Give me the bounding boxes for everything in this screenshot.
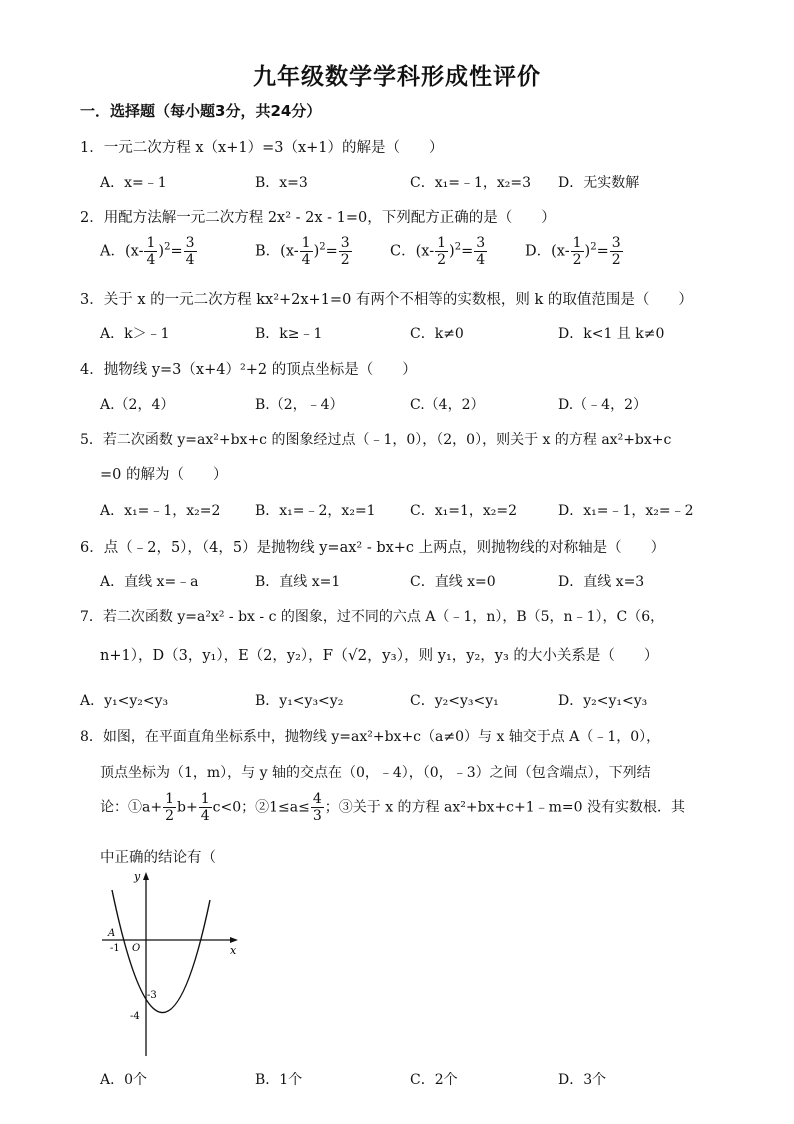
question-5-stem-line2: =0 的解为（ ） (100, 467, 228, 483)
parabola-curve (112, 890, 210, 1013)
q2-option-c: C．(x- $\frac{1}{2}$ )$^2$= $\frac{3}{4}$ (390, 235, 486, 268)
question-2-stem: 2．用配方法解一元二次方程 2x² - 2x - 1=0，下列配方正确的是（ ） (80, 210, 556, 226)
tick-label-neg1: -1 (110, 943, 120, 954)
q3-option-d: D．k<1 且 k≠0 (558, 326, 665, 342)
q1-option-d: D．无实数解 (558, 175, 640, 191)
q7-option-a: A．y₁<y₂<y₃ (80, 693, 169, 709)
question-8-stem-line2: 顶点坐标为（1，m），与 y 轴的交点在（0，﹣4），（0，﹣3）之间（包含端点），下列结 (100, 765, 651, 781)
q6-option-a: A．直线 x=﹣a (100, 574, 199, 590)
x-axis-label: x (230, 944, 237, 957)
q7-option-c: C．y₂<y₃<y₁ (410, 693, 499, 709)
q2-option-a: A．(x- $\frac{1}{4}$ )$^2$= $\frac{3}{4}$ (100, 235, 195, 268)
y-axis-arrow (143, 872, 149, 880)
q7-option-b: B．y₁<y₃<y₂ (255, 693, 344, 709)
q2-option-b: B．(x- $\frac{1}{4}$ )$^2$= $\frac{3}{2}$ (255, 235, 350, 268)
question-4-stem: 4．抛物线 y=3（x+4）²+2 的顶点坐标是（ ） (80, 362, 417, 378)
section-heading: 一．选择题（每小题3分，共24分） (80, 102, 322, 120)
question-6-stem: 6．点（﹣2，5），（4，5）是抛物线 y=ax² - bx+c 上两点，则抛物线的对称轴是（ ） (80, 540, 666, 556)
question-5-stem-line1: 5．若二次函数 y=ax²+bx+c 的图象经过点（﹣1，0），（2，0），则关于 x 的方程 ax²+bx+c (80, 432, 672, 448)
origin-label: O (132, 943, 141, 954)
q4-option-a: A.（2，4） (100, 397, 175, 413)
q3-option-a: A．k＞﹣1 (100, 326, 170, 342)
q4-option-c: C.（4，2） (410, 397, 485, 413)
y-axis-label: y (134, 870, 141, 883)
x-axis-arrow (230, 937, 238, 943)
q4-option-b: B.（2，﹣4） (255, 397, 344, 413)
q5-option-a: A．x₁=﹣1，x₂=2 (100, 503, 221, 519)
question-3-stem: 3．关于 x 的一元二次方程 kx²+2x+1=0 有两个不相等的实数根，则 k 的取值范围是（ ） (80, 292, 693, 308)
q3-option-b: B．k≥﹣1 (255, 326, 323, 342)
q1-option-b: B．x=3 (255, 175, 308, 191)
question-8-stem-line1: 8．如图，在平面直角坐标系中，抛物线 y=ax²+bx+c（a≠0）与 x 轴交于点 A（﹣1，0）， (80, 729, 661, 745)
question-1-stem: 1．一元二次方程 x（x+1）=3（x+1）的解是（ ） (80, 140, 444, 156)
page-title: 九年级数学学科形成性评价 (253, 64, 541, 90)
q5-option-d: D．x₁=﹣1，x₂=﹣2 (558, 503, 694, 519)
question-8-stem-line4: 中正确的结论有（ (100, 850, 216, 866)
q8-option-a: A．0个 (100, 1072, 148, 1088)
point-a-label: A (108, 928, 116, 939)
tick-label-neg4: -4 (130, 1011, 140, 1022)
q6-option-d: D．直线 x=3 (558, 574, 645, 590)
q4-option-d: D.（﹣4，2） (558, 397, 647, 413)
tick-label-neg3: -3 (147, 990, 157, 1001)
q7-option-d: D．y₂<y₁<y₃ (558, 693, 648, 709)
q8-option-c: C．2个 (410, 1072, 458, 1088)
q2-option-d: D．(x- $\frac{1}{2}$ )$^2$= $\frac{3}{2}$ (525, 235, 621, 268)
q6-option-b: B．直线 x=1 (255, 574, 341, 590)
q1-option-c: C．x₁=﹣1，x₂=3 (410, 175, 532, 191)
q5-option-c: C．x₁=1，x₂=2 (410, 503, 518, 519)
parabola-graph (100, 868, 240, 1058)
question-7-stem-line1: 7．若二次函数 y=a²x² - bx - c 的图象，过不同的六点 A（﹣1，n），B（5，n﹣1），C（6， (80, 609, 665, 625)
q1-option-a: A．x=﹣1 (100, 175, 167, 191)
q6-option-c: C．直线 x=0 (410, 574, 496, 590)
q8-option-d: D．3个 (558, 1072, 607, 1088)
q3-option-c: C．k≠0 (410, 326, 464, 342)
q5-option-b: B．x₁=﹣2，x₂=1 (255, 503, 376, 519)
question-7-stem-line2: n+1），D（3，y₁），E（2，y₂），F（√2，y₃），则 y₁，y₂，y₃ 的大小关系是（ ） (100, 646, 659, 664)
q8-option-b: B．1个 (255, 1072, 303, 1088)
question-8-stem-line3: 论：①a+ $\frac{1}{2}$ b+ $\frac{1}{4}$ c<0；②1≤a≤ $\frac{4}{3}$ ；③关于 x 的方程 ax²+bx+c+1﹣m=0 没有实数根．其 (100, 791, 686, 824)
